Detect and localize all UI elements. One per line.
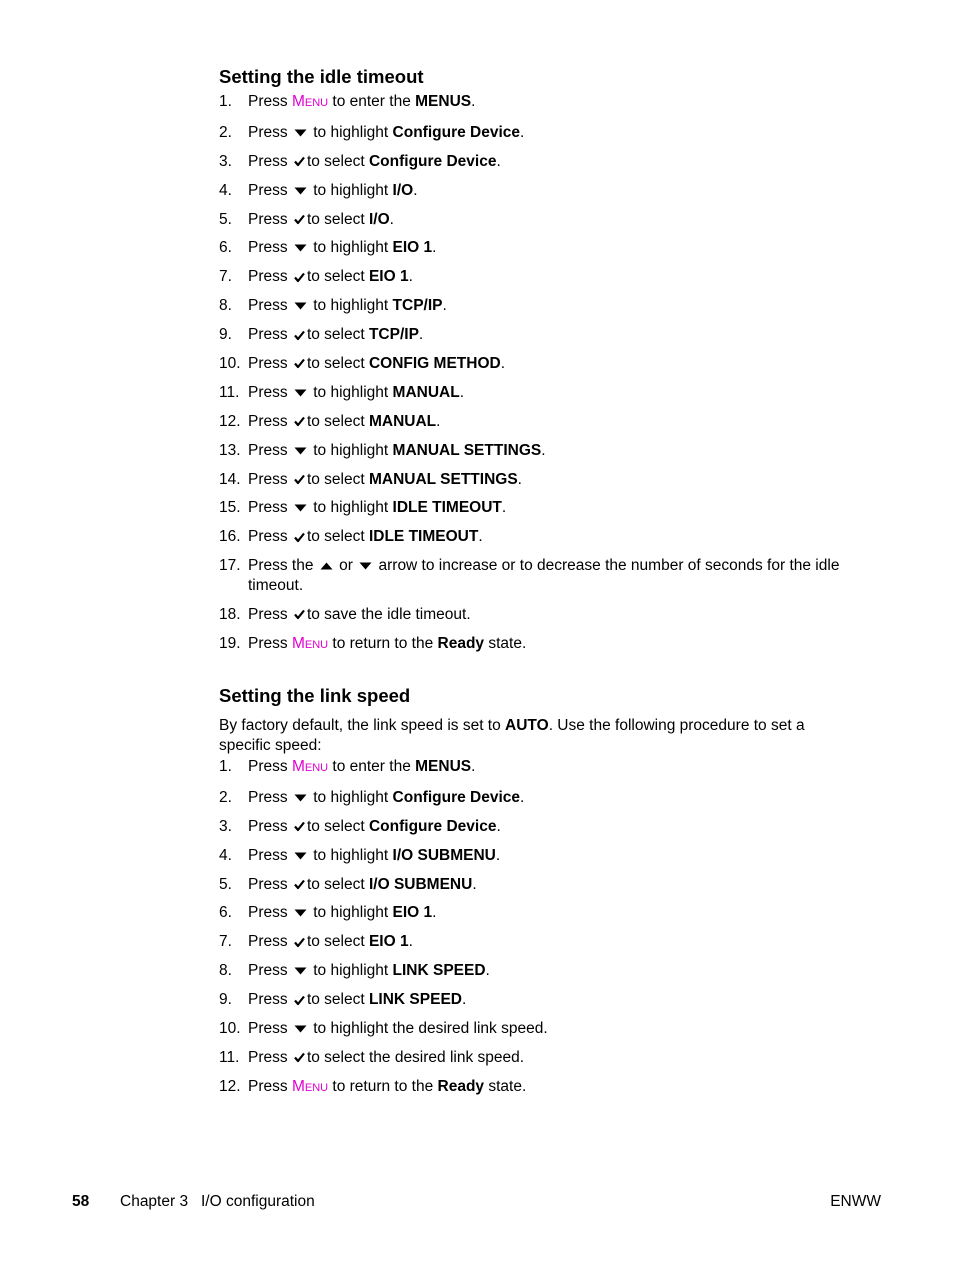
step-text: . [478, 528, 483, 546]
step-text: . [461, 991, 467, 1009]
step-item [219, 1019, 859, 1039]
step-text: Press [248, 412, 292, 430]
step-text: Press [248, 441, 292, 459]
step-text: to highlight [308, 123, 393, 141]
step-text: . [501, 499, 507, 517]
step-text: to enter the [328, 93, 416, 110]
step-text: to highlight [308, 499, 393, 517]
step-item [219, 123, 859, 143]
step-item [219, 470, 859, 490]
step-number: 15. [219, 499, 241, 517]
step-item [219, 1048, 859, 1068]
step-text: Press [248, 846, 292, 864]
step-text: or [334, 557, 358, 575]
section-heading: Setting the link speed [219, 685, 411, 707]
section-intro [219, 716, 859, 755]
step-item [219, 238, 859, 258]
step-text: to highlight [308, 846, 393, 864]
checkmark-icon [294, 609, 305, 620]
menu-item-name: CONFIG METHOD [368, 355, 501, 373]
menu-key-label: MENU [291, 1077, 329, 1095]
step-text: Press [248, 1077, 292, 1095]
menu-item-name: AUTO [505, 717, 549, 735]
step-text: Press [248, 326, 292, 344]
step-text: . [436, 412, 441, 430]
step-text: Press [248, 1048, 292, 1066]
step-text: . [459, 383, 464, 401]
step-number: 2. [219, 788, 232, 806]
step-text: to highlight [308, 962, 393, 980]
down-arrow-icon [294, 302, 307, 310]
checkmark-icon [294, 358, 305, 369]
step-text: By factory default, the link speed is set to [219, 717, 506, 735]
step-text: to enter the [328, 758, 416, 776]
step-item [219, 152, 859, 172]
menu-item-name: Ready [437, 1077, 485, 1095]
step-number: 2. [219, 123, 232, 141]
step-text: Press [248, 355, 292, 373]
step-item [219, 296, 859, 316]
step-text: . Use the following procedure to set a specific speed: [219, 717, 805, 754]
step-text: to select [306, 991, 369, 1009]
down-arrow-icon [294, 852, 307, 860]
step-text: Press [248, 817, 292, 835]
step-number: 6. [219, 904, 232, 922]
step-text: to select [306, 152, 369, 170]
menu-item-name: MANUAL SETTINGS [368, 470, 518, 488]
step-item [219, 441, 859, 461]
step-text: . [541, 441, 546, 459]
checkmark-icon [294, 879, 305, 890]
step-item [219, 903, 859, 923]
menu-item-name: Ready [437, 634, 485, 652]
step-text: to highlight [308, 181, 393, 199]
menu-item-name: I/O [368, 210, 390, 228]
step-text: to select [306, 470, 369, 488]
step-text: Press [248, 875, 292, 893]
step-item [219, 961, 859, 981]
step-text: Press the [248, 557, 318, 575]
menu-item-name: EIO 1 [392, 239, 433, 257]
step-text: to select [306, 817, 369, 835]
step-text: Press [248, 123, 292, 141]
page-number: 58 [72, 1193, 90, 1210]
step-number: 10. [219, 355, 241, 373]
step-text: . [432, 904, 437, 922]
step-text: Press [248, 470, 292, 488]
step-text: to return to the [328, 1077, 438, 1095]
menu-item-name: Configure Device [368, 152, 497, 170]
steps-list [219, 92, 859, 655]
menu-item-name: MENUS [415, 758, 472, 776]
step-text: to select [306, 528, 369, 546]
step-number: 8. [219, 297, 232, 315]
menu-item-name: LINK SPEED [392, 962, 486, 980]
step-text: to select the desired link speed. [306, 1048, 525, 1066]
step-text: to return to the [328, 634, 438, 652]
step-item [219, 527, 859, 547]
checkmark-icon [294, 532, 305, 543]
step-number: 18. [219, 605, 241, 623]
step-text: . [471, 758, 476, 776]
menu-item-name: TCP/IP [392, 297, 443, 315]
step-text: to highlight [308, 441, 393, 459]
step-item [219, 412, 859, 432]
step-number: 12. [219, 1077, 241, 1095]
step-text: . [408, 268, 413, 286]
step-text: . [520, 788, 525, 806]
checkmark-icon [294, 156, 305, 167]
step-text: Press [248, 499, 292, 517]
step-text: Press [248, 268, 292, 286]
step-number: 9. [219, 326, 232, 344]
step-item [219, 875, 859, 895]
step-text: . [471, 93, 476, 110]
step-number: 3. [219, 817, 232, 835]
step-item [219, 605, 859, 625]
menu-item-name: I/O [392, 181, 414, 199]
step-text: . [495, 846, 501, 864]
step-text: . [500, 355, 506, 373]
section-link-speed [219, 683, 859, 1098]
checkmark-icon [294, 416, 305, 427]
step-number: 5. [219, 875, 232, 893]
menu-key-label: MENU [291, 93, 329, 110]
menu-item-name: EIO 1 [368, 268, 409, 286]
chapter-title: Chapter 3 I/O configuration [120, 1193, 315, 1210]
step-number: 3. [219, 152, 232, 170]
down-arrow-icon [294, 447, 307, 455]
step-text: Press [248, 962, 292, 980]
down-arrow-icon [294, 504, 307, 512]
step-item [219, 181, 859, 201]
menu-item-name: EIO 1 [392, 904, 433, 922]
step-item [219, 354, 859, 374]
checkmark-icon [294, 937, 305, 948]
step-item [219, 92, 859, 114]
step-item [219, 267, 859, 287]
checkmark-icon [294, 1052, 305, 1063]
down-arrow-icon [294, 794, 307, 802]
step-item [219, 210, 859, 230]
step-text: Press [248, 788, 292, 806]
step-number: 6. [219, 239, 232, 257]
menu-item-name: Configure Device [392, 123, 521, 141]
menu-item-name: LINK SPEED [368, 991, 462, 1009]
section-idle-timeout [219, 64, 859, 655]
step-item [219, 932, 859, 952]
step-text: Press [248, 605, 292, 623]
step-text: Press [248, 758, 292, 776]
step-text: state. [484, 634, 527, 652]
step-text: to highlight [308, 788, 393, 806]
menu-item-name: I/O SUBMENU [392, 846, 496, 864]
step-text: to select [306, 268, 369, 286]
down-arrow-icon [294, 389, 307, 397]
menu-item-name: TCP/IP [368, 326, 419, 344]
step-text: . [520, 123, 525, 141]
checkmark-icon [294, 995, 305, 1006]
step-number: 1. [219, 758, 232, 776]
step-text: Press [248, 904, 292, 922]
step-text: Press [248, 93, 292, 110]
down-arrow-icon [294, 244, 307, 252]
menu-item-name: IDLE TIMEOUT [392, 499, 502, 517]
step-text: Press [248, 528, 292, 546]
step-number: 14. [219, 470, 241, 488]
menu-item-name: Configure Device [368, 817, 497, 835]
step-text: to select [306, 933, 369, 951]
step-item [219, 757, 859, 779]
step-text: . [389, 210, 394, 228]
step-text: . [432, 239, 437, 257]
step-text: . [485, 962, 490, 980]
step-text: . [517, 470, 522, 488]
section-heading: Setting the idle timeout [219, 66, 424, 87]
step-text: . [496, 152, 501, 170]
step-text: to select [306, 326, 369, 344]
checkmark-icon [294, 821, 305, 832]
step-text: Press [248, 991, 292, 1009]
step-number: 11. [219, 1048, 240, 1066]
step-number: 16. [219, 528, 241, 546]
step-text: . [413, 181, 418, 199]
step-text: to highlight [308, 383, 393, 401]
step-text: Press [248, 152, 292, 170]
step-text: Press [248, 239, 292, 257]
step-item [219, 788, 859, 808]
step-text: Press [248, 181, 292, 199]
menu-item-name: MANUAL [368, 412, 437, 430]
down-arrow-icon [294, 187, 307, 195]
step-item [219, 325, 859, 345]
step-text: . [472, 875, 477, 893]
up-arrow-icon [320, 562, 333, 570]
steps-list [219, 757, 859, 1098]
step-item [219, 634, 859, 656]
checkmark-icon [294, 474, 305, 485]
step-text: arrow to increase or to decrease the number of seconds for the idle timeout. [248, 557, 840, 594]
footer-locale: ENWW [830, 1193, 881, 1210]
checkmark-icon [294, 272, 305, 283]
menu-item-name: MANUAL SETTINGS [392, 441, 542, 459]
step-item [219, 1077, 859, 1099]
step-text: to select [306, 355, 369, 373]
step-text: Press [248, 933, 292, 951]
step-text: Press [248, 383, 292, 401]
step-number: 5. [219, 210, 232, 228]
step-number: 12. [219, 412, 241, 430]
step-item [219, 990, 859, 1010]
down-arrow-icon [294, 1025, 307, 1033]
step-item [219, 556, 859, 595]
menu-item-name: IDLE TIMEOUT [368, 528, 479, 546]
step-text: to highlight [308, 297, 393, 315]
step-text: to select [306, 875, 369, 893]
step-text: . [496, 817, 501, 835]
menu-item-name: MANUAL [392, 383, 460, 401]
step-text: . [442, 297, 447, 315]
step-text: Press [248, 1020, 292, 1038]
step-text: . [408, 933, 413, 951]
menu-item-name: I/O SUBMENU [368, 875, 473, 893]
step-text: Press [248, 634, 292, 652]
step-number: 7. [219, 268, 232, 286]
step-number: 9. [219, 991, 232, 1009]
step-text: Press [248, 297, 292, 315]
step-text: to select [306, 210, 369, 228]
step-text: to save the idle timeout. [306, 605, 471, 623]
step-item [219, 383, 859, 403]
down-arrow-icon [359, 562, 372, 570]
step-number: 4. [219, 181, 232, 199]
step-text: to highlight the desired link speed. [308, 1020, 548, 1038]
step-text: to highlight [308, 239, 393, 257]
step-item [219, 846, 859, 866]
menu-item-name: MENUS [415, 93, 472, 110]
step-number: 7. [219, 933, 232, 951]
menu-item-name: EIO 1 [368, 933, 409, 951]
down-arrow-icon [294, 967, 307, 975]
step-number: 1. [219, 93, 232, 110]
step-text: state. [484, 1077, 527, 1095]
menu-key-label: MENU [291, 634, 329, 652]
step-item [219, 817, 859, 837]
step-number: 11. [219, 383, 240, 401]
menu-item-name: Configure Device [392, 788, 521, 806]
step-item [219, 498, 859, 518]
step-number: 4. [219, 846, 232, 864]
step-number: 8. [219, 962, 232, 980]
checkmark-icon [294, 330, 305, 341]
step-number: 19. [219, 634, 241, 652]
step-text: to select [306, 412, 369, 430]
down-arrow-icon [294, 909, 307, 917]
step-text: to highlight [308, 904, 393, 922]
down-arrow-icon [294, 129, 307, 137]
page-content [219, 64, 859, 1108]
step-number: 10. [219, 1020, 241, 1038]
step-text: Press [248, 210, 292, 228]
step-number: 13. [219, 441, 241, 459]
step-text: . [418, 326, 424, 344]
step-number: 17. [219, 557, 241, 575]
menu-key-label: MENU [291, 758, 329, 776]
checkmark-icon [294, 214, 305, 225]
